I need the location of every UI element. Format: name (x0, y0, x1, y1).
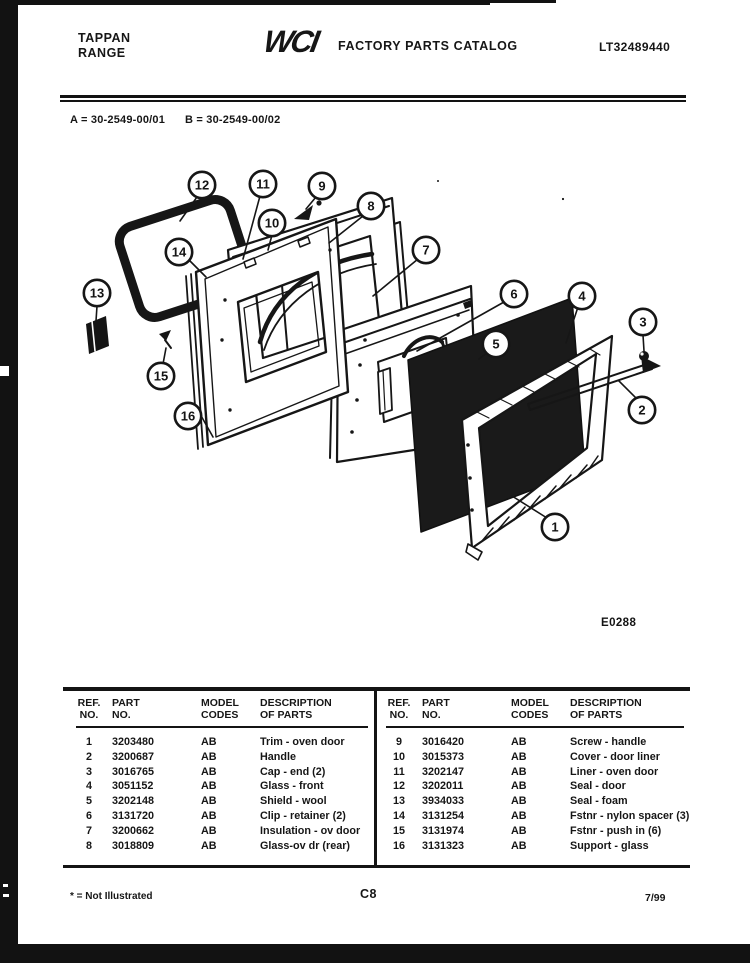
cell-part: 3018809 (112, 839, 155, 852)
svg-text:11: 11 (256, 176, 270, 192)
cell-ref: 16 (392, 839, 405, 852)
cell-ref: 1 (85, 736, 92, 748)
cell-ref: 15 (392, 824, 405, 837)
right-rows (386, 735, 690, 853)
table-row (386, 824, 690, 839)
model-a: A = 30-2549-00/01 (70, 114, 166, 126)
cell-desc: Glass - front (260, 780, 324, 793)
scan-speck (437, 180, 439, 182)
col-header-ref: REF. NO. (387, 697, 411, 721)
cell-part: 3051152 (112, 780, 154, 793)
cell-part: 3131254 (422, 809, 465, 822)
table-header-right (386, 691, 690, 721)
cell-ref: 7 (85, 824, 92, 837)
not-illustrated-note: * = Not Illustrated (70, 891, 153, 902)
col-header-ref: REF. NO. (77, 697, 101, 721)
part-door-liner (186, 219, 348, 449)
svg-text:6: 6 (510, 286, 518, 302)
cell-part: 3202148 (112, 795, 155, 808)
svg-text:8: 8 (367, 198, 375, 214)
cell-part: 3934033 (422, 795, 465, 808)
cell-codes: AB (511, 824, 527, 837)
cell-ref: 2 (85, 750, 92, 763)
model-b: B = 30-2549-00/02 (185, 114, 281, 126)
cell-desc: Seal - foam (570, 795, 628, 808)
cell-part: 3200662 (112, 824, 155, 837)
cell-ref: 5 (85, 795, 92, 808)
cell-part: 3131323 (422, 839, 465, 852)
svg-text:4: 4 (578, 288, 586, 304)
table-row (386, 794, 690, 809)
cell-desc: Insulation - ov door (260, 824, 361, 837)
cell-codes: AB (201, 736, 217, 748)
parts-table (63, 687, 690, 868)
catalog-title: FACTORY PARTS CATALOG (338, 39, 518, 53)
cell-desc: Shield - wool (260, 795, 327, 808)
cell-desc: Handle (260, 750, 296, 763)
scan-speck (562, 198, 564, 200)
cell-codes: AB (201, 750, 217, 763)
cell-part: 3016420 (422, 736, 465, 748)
brand-line2: RANGE (78, 46, 126, 60)
cell-ref: 8 (85, 839, 92, 852)
cell-codes: AB (511, 795, 527, 808)
cell-part: 3202011 (422, 780, 464, 793)
svg-text:5: 5 (492, 336, 500, 352)
svg-text:2: 2 (638, 402, 646, 418)
date-code: 7/99 (645, 892, 666, 904)
cell-codes: AB (511, 780, 527, 793)
table-row (386, 735, 690, 750)
cell-part: 3203480 (112, 736, 155, 748)
col-header-codes: MODEL CODES (511, 697, 549, 721)
parts-table-left (63, 691, 374, 865)
table-row (386, 779, 690, 794)
cell-desc: Cap - end (2) (260, 765, 326, 778)
svg-text:10: 10 (264, 215, 280, 231)
svg-text:7: 7 (422, 242, 430, 258)
cell-part: 3200687 (112, 750, 155, 763)
cell-ref: 9 (395, 736, 402, 748)
left-rows (76, 735, 374, 853)
cell-part: 3131974 (422, 824, 465, 837)
cell-ref: 11 (393, 765, 405, 778)
svg-text:3: 3 (639, 314, 647, 330)
cell-codes: AB (511, 809, 527, 822)
cell-part: 3016765 (112, 765, 155, 778)
wci-logo: WCI (261, 24, 320, 59)
header-underline (76, 726, 368, 728)
cell-codes: AB (511, 839, 527, 852)
cell-ref: 4 (85, 780, 92, 793)
table-row (386, 750, 690, 765)
cell-desc: Support - glass (570, 839, 649, 852)
cell-ref: 10 (392, 750, 405, 763)
cell-codes: AB (201, 824, 217, 837)
col-header-desc: DESCRIPTION OF PARTS (260, 697, 332, 721)
svg-text:15: 15 (153, 368, 169, 384)
cell-codes: AB (511, 765, 527, 778)
svg-text:1: 1 (551, 519, 559, 535)
cell-desc: Fstnr - push in (6) (570, 824, 662, 837)
cell-part: 3131720 (112, 809, 155, 822)
parts-table-right (374, 691, 690, 865)
cell-part: 3202147 (422, 765, 465, 778)
cell-desc: Glass-ov dr (rear) (260, 839, 351, 852)
cell-desc: Liner - oven door (570, 765, 659, 778)
col-header-part: PART NO. (422, 697, 450, 721)
table-header-left (76, 691, 374, 721)
cell-desc: Trim - oven door (260, 736, 345, 748)
header-underline (386, 726, 684, 728)
cell-desc: Clip - retainer (2) (260, 809, 346, 822)
svg-text:14: 14 (171, 244, 187, 260)
part-foam-seal (86, 316, 109, 354)
cell-ref: 3 (85, 765, 92, 778)
table-row (386, 809, 690, 824)
cell-desc: Fstnr - nylon spacer (3) (570, 809, 690, 822)
cell-ref: 12 (392, 780, 405, 793)
figure-code: E0288 (601, 617, 637, 629)
table-row (76, 809, 374, 824)
svg-text:16: 16 (180, 408, 196, 424)
table-row (76, 750, 374, 765)
cell-desc: Seal - door (570, 780, 626, 793)
cell-desc: Cover - door liner (570, 750, 660, 763)
table-row (76, 765, 374, 780)
col-header-codes: MODEL CODES (201, 697, 239, 721)
cell-ref: 13 (392, 795, 405, 808)
cell-codes: AB (201, 839, 217, 852)
part-handle-screw (294, 200, 322, 220)
part-fastener-screw (159, 330, 171, 348)
brand-line1: TAPPAN (78, 31, 131, 45)
publication-number: LT32489440 (599, 40, 671, 54)
table-row (76, 779, 374, 794)
page-code: C8 (360, 887, 377, 901)
cell-codes: AB (201, 809, 217, 822)
table-row (76, 824, 374, 839)
table-row (386, 765, 690, 780)
cell-codes: AB (201, 780, 217, 793)
svg-text:12: 12 (194, 177, 210, 193)
cell-ref: 6 (85, 809, 92, 822)
table-row (76, 839, 374, 854)
svg-text:13: 13 (89, 285, 105, 301)
table-row (386, 839, 690, 854)
cell-codes: AB (511, 736, 527, 748)
cell-codes: AB (201, 765, 217, 778)
table-row (76, 794, 374, 809)
cell-codes: AB (511, 750, 527, 763)
table-row (76, 735, 374, 750)
part-end-cap (639, 351, 649, 361)
col-header-desc: DESCRIPTION OF PARTS (570, 697, 642, 721)
cell-codes: AB (201, 795, 217, 808)
cell-ref: 14 (392, 809, 405, 822)
cell-desc: Screw - handle (570, 736, 647, 748)
cell-part: 3015373 (422, 750, 465, 763)
svg-text:9: 9 (318, 178, 326, 194)
col-header-part: PART NO. (112, 697, 140, 721)
